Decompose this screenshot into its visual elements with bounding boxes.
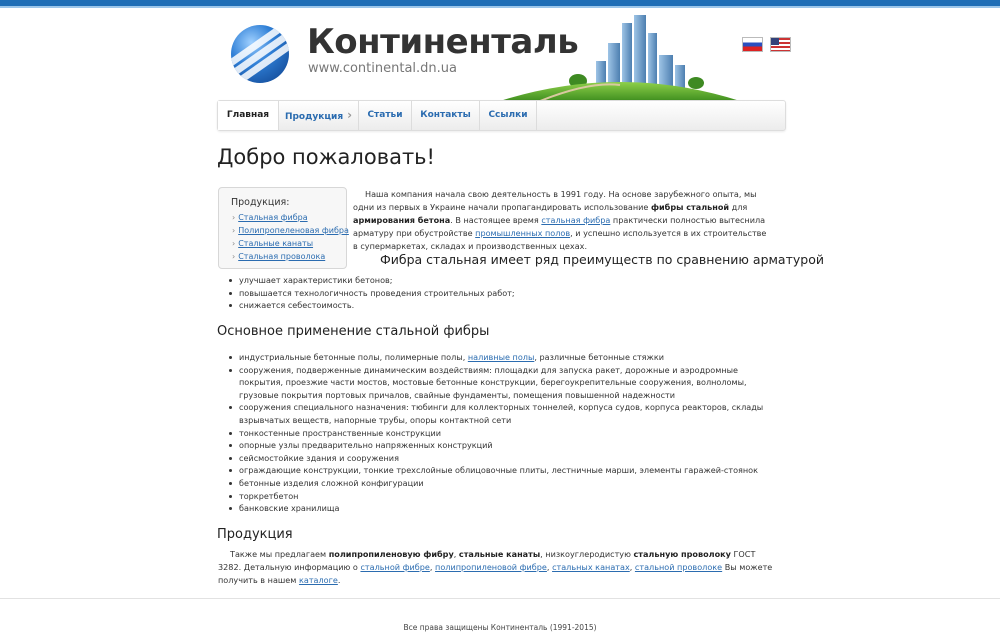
nav-item-label: Статьи [367,110,403,120]
products-text: Вы можете получить в нашем [218,562,773,585]
intro-text: , и успешно используется в их строительстве в супермаркетах, складах и производственных цехах. [353,228,767,251]
nav-item-label: Ссылки [488,110,528,120]
logo-icon[interactable] [231,25,289,83]
products-heading: Продукция [217,527,293,542]
list-item: сооружения специального назначения: тюбинги для коллекторных тоннелей, корпуса судов, корпуса реакторов, склады взрывчатых веществ, напорные трубы, опоры контактной сети [218,401,778,426]
list-item: сейсмостойкие здания и сооружения [218,452,778,465]
sidebox-link-label: Стальная фибра [238,213,308,222]
sidebox-link-label: Стальные канаты [238,239,314,248]
site-url: www.continental.dn.ua [308,61,457,76]
intro-text: Наша компания начала свою деятельность в 1991 году. На основе зарубежного опыта, мы одни из первых в Украине начали пропагандировать использование [353,189,757,212]
list-item-text: , различные бетонные стяжки [534,352,664,362]
advantages-list [218,274,778,312]
advantages-heading: Фибра стальная имеет ряд преимуществ по сравнению арматурой [380,252,824,267]
products-text: , [546,562,553,572]
chevron-right-icon: › [232,252,236,261]
list-item: повышается технологичность проведения строительных работ; [218,287,778,300]
sidebox-link-pp-fiber[interactable] [232,226,349,235]
products-bold: стальные канаты [458,549,541,559]
footer-divider [0,598,1000,599]
list-item: ограждающие конструкции, тонкие трехслойные облицовочные плиты, лестничные марши, элементы гаражей-стоянок [218,464,778,477]
intro-bold: фибры стальной [650,202,730,212]
nav-item-articles[interactable] [359,101,412,130]
nav-item-links[interactable] [480,101,537,130]
list-item: бетонные изделия сложной конфигурации [218,477,778,490]
products-text: , [453,549,459,559]
ru-flag-icon[interactable] [742,37,763,52]
list-item: опорные узлы предварительно напряженных конструкций [218,439,778,452]
products-text: , низкоуглеродистую [540,549,634,559]
footer-copyright: Все права защищены Континенталь (1991-2015) [403,623,597,632]
nav-item-contacts[interactable] [412,101,480,130]
site-title[interactable]: Континенталь [307,22,579,62]
products-text: Также мы предлагаем [230,549,329,559]
intro-text: практически полностью вытеснила арматуру при обустройстве [353,215,766,238]
intro-text: для [729,202,748,212]
products-sidebox [218,187,347,269]
products-bold: стальную проволоку [633,549,731,559]
nav-item-products[interactable] [279,101,359,130]
list-item: торкретбетон [218,490,778,503]
nav-item-label: Контакты [420,110,471,120]
chevron-right-icon: › [232,239,236,248]
language-flags [742,37,793,56]
list-item: тонкостенные пространственные конструкции [218,427,778,440]
chevron-right-icon: › [347,108,353,122]
list-item-text: индустриальные бетонные полы, полимерные полы, [239,352,468,362]
intro-paragraph [353,188,771,253]
products-text: , [629,562,635,572]
intro-bold: армирования бетона [353,215,451,225]
products-text: , [429,562,436,572]
link-steel-fiber[interactable]: стальная фибра [541,215,611,225]
city-illustration [500,15,740,101]
products-paragraph [218,548,778,587]
applications-list [218,351,778,515]
page-title: Добро пожаловать! [217,145,435,169]
list-item: банковские хранилища [218,502,778,515]
nav-item-label: Главная [226,110,270,120]
main-nav [217,100,786,131]
link-steel-wire[interactable]: стальной проволоке [634,562,723,572]
list-item: сооружения, подверженные динамическим воздействиям: площадки для запуска ракет, дорожные и аэродромные покрытия, проезжие части мостов, мостовые бетонные конструкции, берегоукрепительные сооружения, волноломы, грузовые покрытия портовых причалов, свайные фундаменты, помещения повышенной надежности [218,364,778,402]
products-text: . [337,575,341,585]
nav-item-home[interactable] [218,101,279,130]
chevron-right-icon: › [232,226,236,235]
link-steel-fiber[interactable]: стальной фибре [360,562,430,572]
sidebox-link-label: Стальная проволока [238,252,326,261]
link-pp-fiber[interactable]: полипропиленовой фибре [435,562,547,572]
chevron-right-icon: › [232,213,236,222]
top-accent-line [0,6,1000,8]
products-text: ГОСТ 3282. Детальную информацию о [218,549,756,572]
list-item: снижается себестоимость. [218,299,778,312]
nav-item-label: Продукция [284,112,344,122]
list-item [218,351,778,364]
link-industrial-floors[interactable]: промышленных полов [475,228,571,238]
link-steel-ropes[interactable]: стальных канатах [552,562,630,572]
intro-text: . В настоящее время [450,215,542,225]
link-catalog[interactable]: каталоге [298,575,338,585]
sidebox-link-steel-ropes[interactable] [232,239,313,248]
sidebox-title: Продукция: [231,197,290,208]
sidebox-link-steel-wire[interactable] [232,252,325,261]
list-item: улучшает характеристики бетонов; [218,274,778,287]
link-self-leveling-floors[interactable]: наливные полы [467,352,535,362]
sidebox-link-label: Полипропеленовая фибра [238,226,349,235]
us-flag-icon[interactable] [770,37,791,52]
products-bold: полипропиленовую фибру [328,549,454,559]
sidebox-link-steel-fiber[interactable] [232,213,308,222]
applications-heading: Основное применение стальной фибры [217,324,490,339]
